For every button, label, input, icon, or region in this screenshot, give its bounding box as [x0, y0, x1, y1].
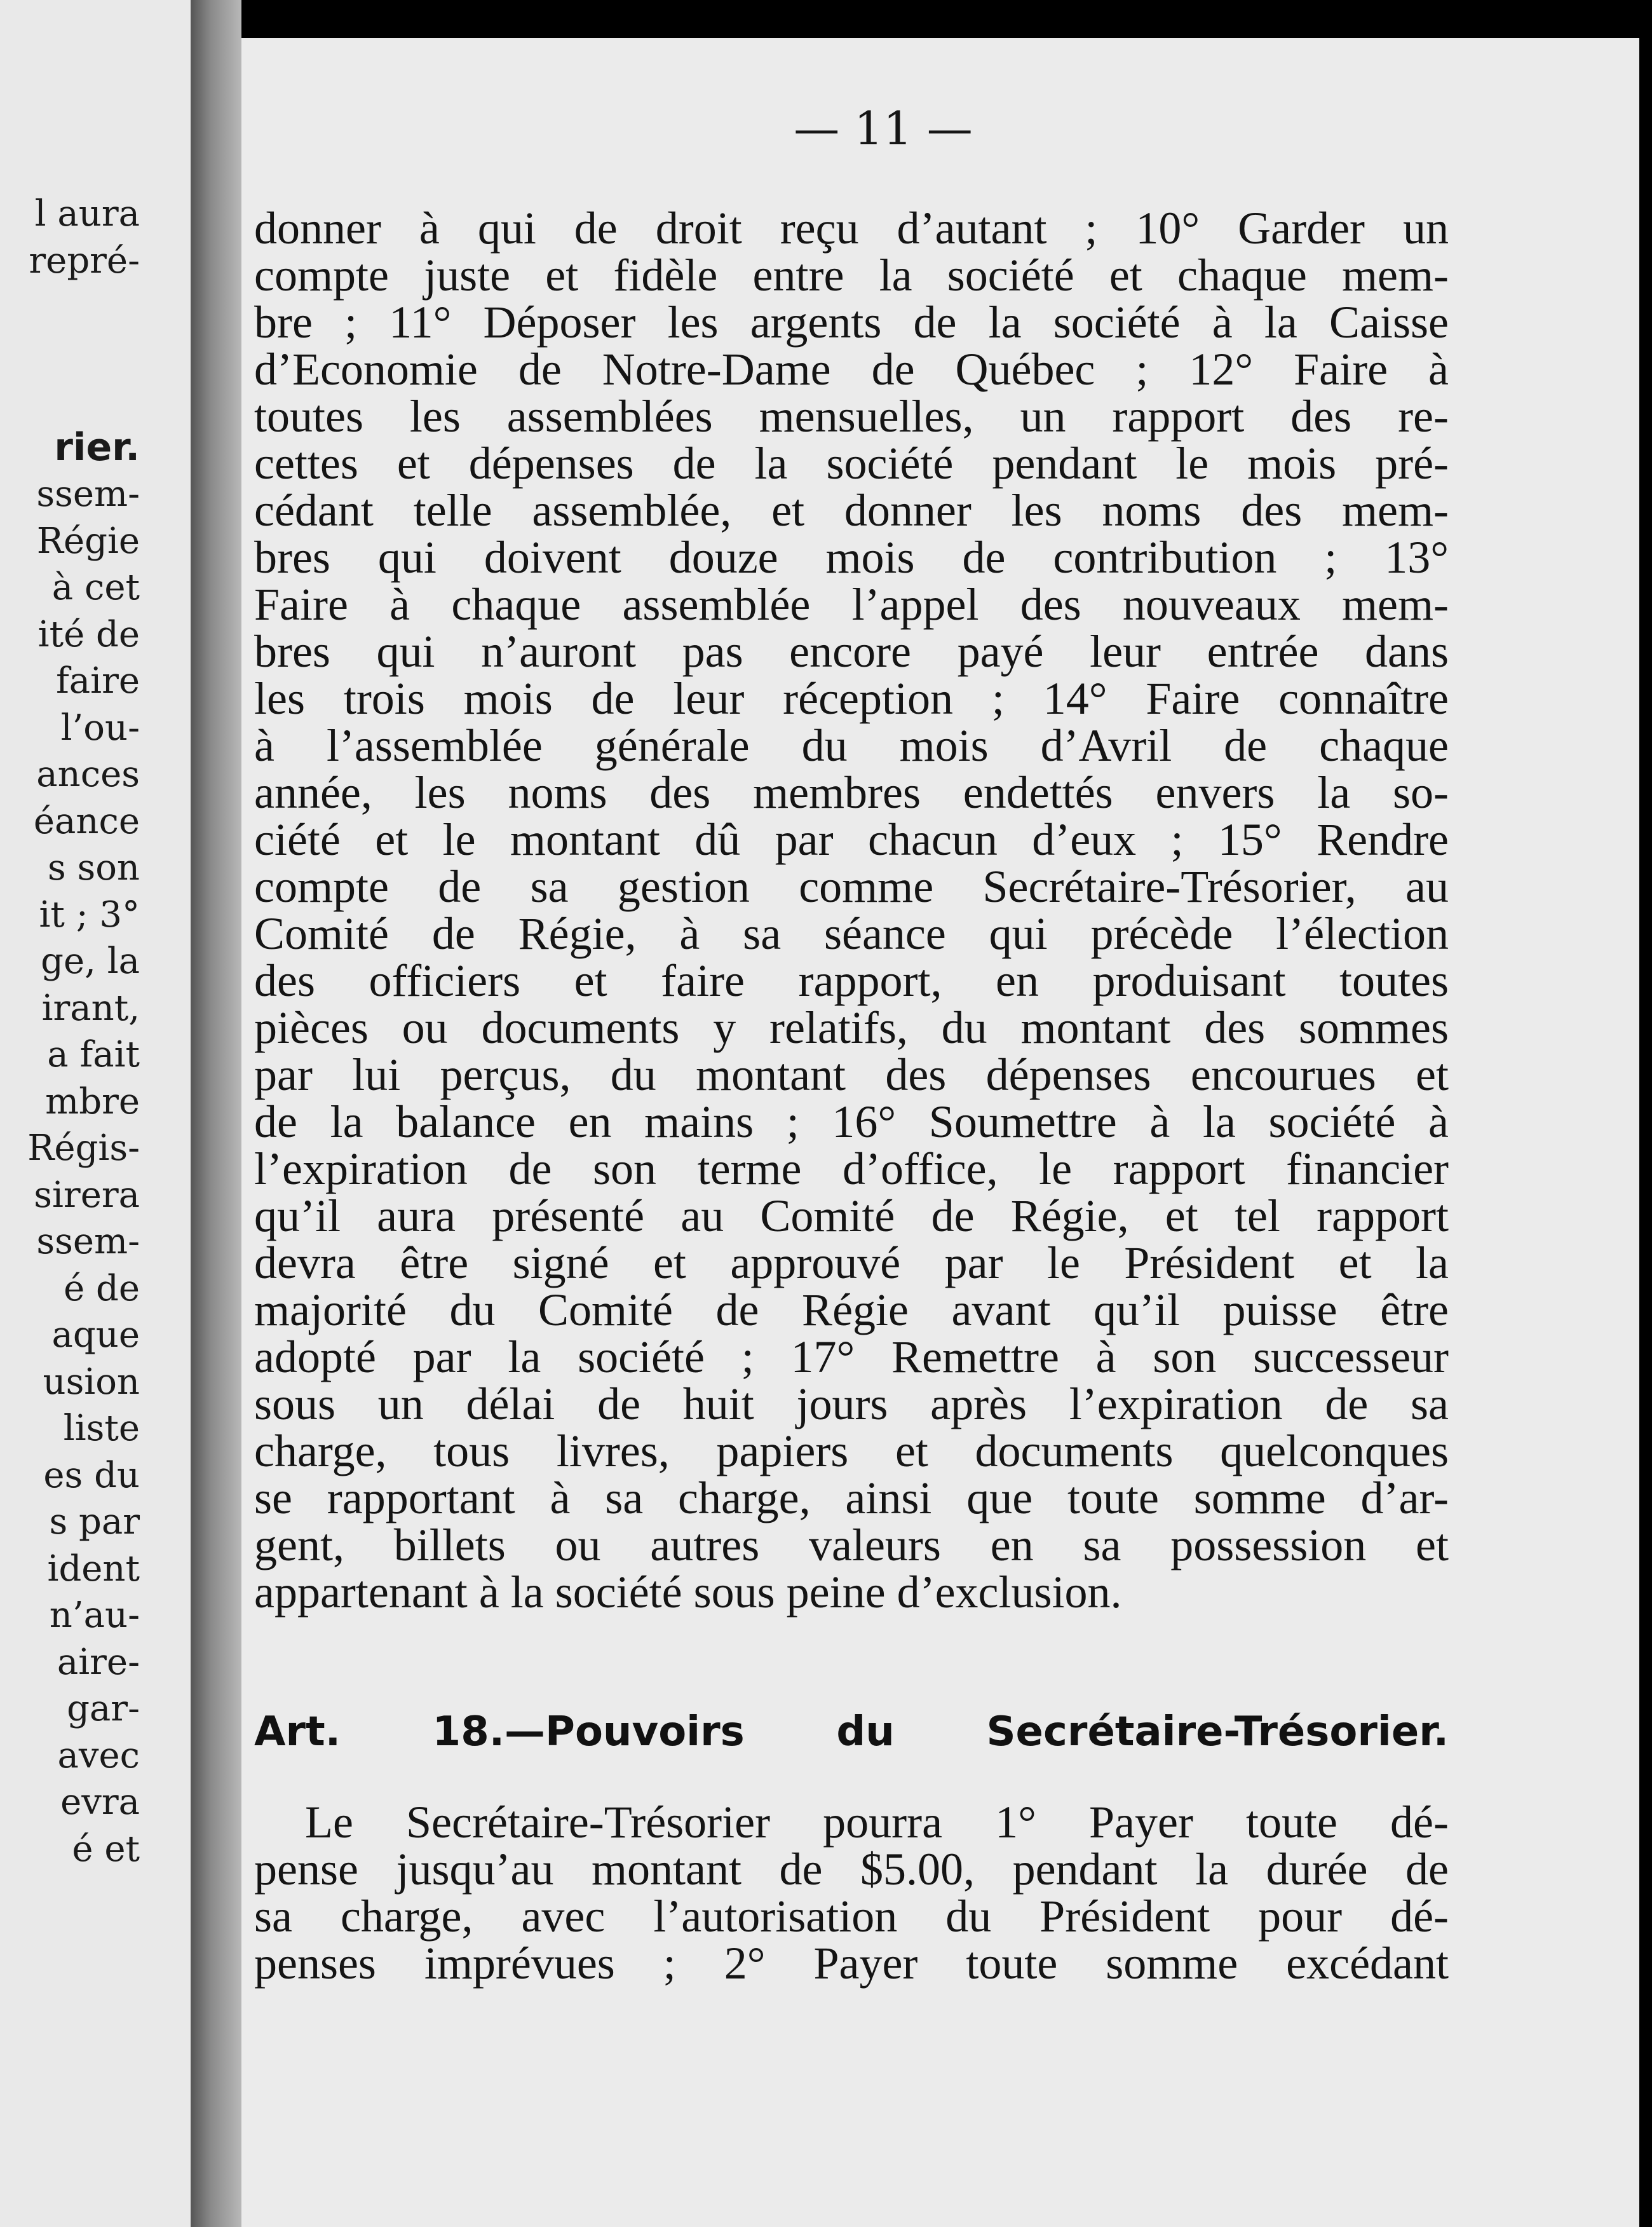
text-line: ciété et le montant dû par chacun d’eux ; 15° Rendre — [254, 814, 1449, 865]
text-line: gent, billets ou autres valeurs en sa possession et — [254, 1520, 1449, 1570]
text-line: par lui perçus, du montant des dépenses encourues et — [254, 1049, 1449, 1100]
left-page-line: irant, — [41, 987, 140, 1029]
left-page-line: liste — [63, 1408, 140, 1449]
book-gutter — [191, 0, 241, 2227]
text-line: Le Secrétaire-Trésorier pourra 1° Payer toute dé- — [305, 1797, 1449, 1848]
text-line: majorité du Comité de Régie avant qu’il puisse être — [254, 1284, 1449, 1335]
left-page-line: rier. — [54, 425, 140, 470]
left-page-line: s son — [47, 847, 140, 889]
left-page-line: es du — [43, 1454, 140, 1496]
left-page-line: repré- — [29, 240, 140, 282]
left-page-line: l aura — [34, 193, 140, 235]
left-facing-page — [0, 0, 191, 2227]
left-page-line: é et — [72, 1828, 140, 1870]
left-page-line: à cet — [51, 567, 140, 608]
left-page-line: aire- — [57, 1641, 140, 1683]
left-page-line: Régie — [36, 520, 140, 562]
left-page-line: sirera — [34, 1174, 140, 1216]
text-line: Faire à chaque assemblée l’appel des nouveaux mem- — [254, 579, 1449, 630]
text-line: d’Economie de Notre-Dame de Québec ; 12° Faire à — [254, 344, 1449, 395]
text-line: année, les noms des membres endettés envers la so- — [254, 767, 1449, 818]
page-11 — [241, 38, 1639, 2227]
text-line: bres qui n’auront pas encore payé leur entrée dans — [254, 626, 1449, 677]
text-line: adopté par la société ; 17° Remettre à son successeur — [254, 1331, 1449, 1382]
left-page-line — [0, 378, 191, 425]
text-line: charge, tous livres, papiers et documents quelconques — [254, 1426, 1449, 1476]
article-18-heading: Art. 18.—Pouvoirs du Secrétaire-Trésorier. — [254, 1708, 1449, 1755]
left-page-text — [0, 191, 191, 1872]
text-line: donner à qui de droit reçu d’autant ; 10° Garder un — [254, 203, 1449, 254]
left-page-line: s par — [49, 1501, 140, 1543]
page-number: — 11 — — [794, 102, 973, 155]
text-line: pense jusqu’au montant de $5.00, pendant la durée de — [254, 1844, 1449, 1895]
paragraph-powers — [254, 1799, 1449, 1987]
text-line: qu’il aura présenté au Comité de Régie, et tel rapport — [254, 1190, 1449, 1241]
text-line: bre ; 11° Déposer les argents de la société à la Caisse — [254, 297, 1449, 348]
text-line: compte de sa gestion comme Secrétaire-Trésorier, au — [254, 861, 1449, 912]
left-page-line: usion — [43, 1361, 140, 1403]
text-line: se rapportant à sa charge, ainsi que toute somme d’ar- — [254, 1473, 1449, 1523]
left-page-line: gar- — [67, 1688, 140, 1729]
text-line: sous un délai de huit jours après l’expiration de sa — [254, 1379, 1449, 1429]
text-line: sa charge, avec l’autorisation du Président pour dé- — [254, 1891, 1449, 1942]
left-page-line: ssem- — [36, 1221, 140, 1262]
left-page-line: aque — [51, 1314, 140, 1356]
text-line: devra être signé et approuvé par le Président et la — [254, 1237, 1449, 1288]
text-line: cédant telle assemblée, et donner les noms des mem- — [254, 485, 1449, 536]
left-page-line: ances — [36, 754, 140, 795]
left-page-line: faire — [56, 660, 140, 702]
left-page-line: evra — [60, 1781, 140, 1823]
left-page-line: ident — [47, 1548, 140, 1590]
left-page-line: a fait — [47, 1034, 140, 1075]
left-page-line — [0, 284, 191, 331]
left-page-line: Régis- — [27, 1127, 140, 1169]
text-line: l’expiration de son terme d’office, le rapport financier — [254, 1143, 1449, 1194]
text-line: bres qui doivent douze mois de contribution ; 13° — [254, 532, 1449, 583]
text-line: les trois mois de leur réception ; 14° Faire connaître — [254, 673, 1449, 724]
text-line: de la balance en mains ; 16° Soumettre à la société à — [254, 1096, 1449, 1147]
text-line: Comité de Régie, à sa séance qui précède l’élection — [254, 908, 1449, 959]
text-line: pièces ou documents y relatifs, du montant des sommes — [254, 1002, 1449, 1053]
text-line: appartenant à la société sous peine d’exclusion. — [254, 1567, 1122, 1617]
left-page-line — [0, 331, 191, 378]
text-line: toutes les assemblées mensuelles, un rapport des re- — [254, 391, 1449, 442]
left-page-line: ssem- — [36, 473, 140, 515]
left-page-line: avec — [57, 1734, 140, 1776]
text-line: penses imprévues ; 2° Payer toute somme excédant — [254, 1938, 1449, 1989]
page-edge — [1639, 0, 1652, 2227]
text-line: cettes et dépenses de la société pendant le mois pré- — [254, 438, 1449, 489]
text-line: compte juste et fidèle entre la société et chaque mem- — [254, 250, 1449, 301]
left-page-line: mbre — [45, 1080, 140, 1122]
left-page-line: l’ou- — [60, 707, 140, 749]
left-page-line: éance — [33, 800, 140, 842]
left-page-line: é de — [64, 1267, 140, 1309]
left-page-line: ité de — [37, 613, 140, 655]
paragraph-duties — [254, 205, 1449, 1616]
left-page-line: n’au- — [49, 1595, 140, 1636]
text-line: des officiers et faire rapport, en produisant toutes — [254, 955, 1449, 1006]
left-page-line: it ; 3° — [39, 894, 140, 936]
text-line: à l’assemblée générale du mois d’Avril de chaque — [254, 720, 1449, 771]
left-page-line: ge, la — [41, 941, 140, 982]
